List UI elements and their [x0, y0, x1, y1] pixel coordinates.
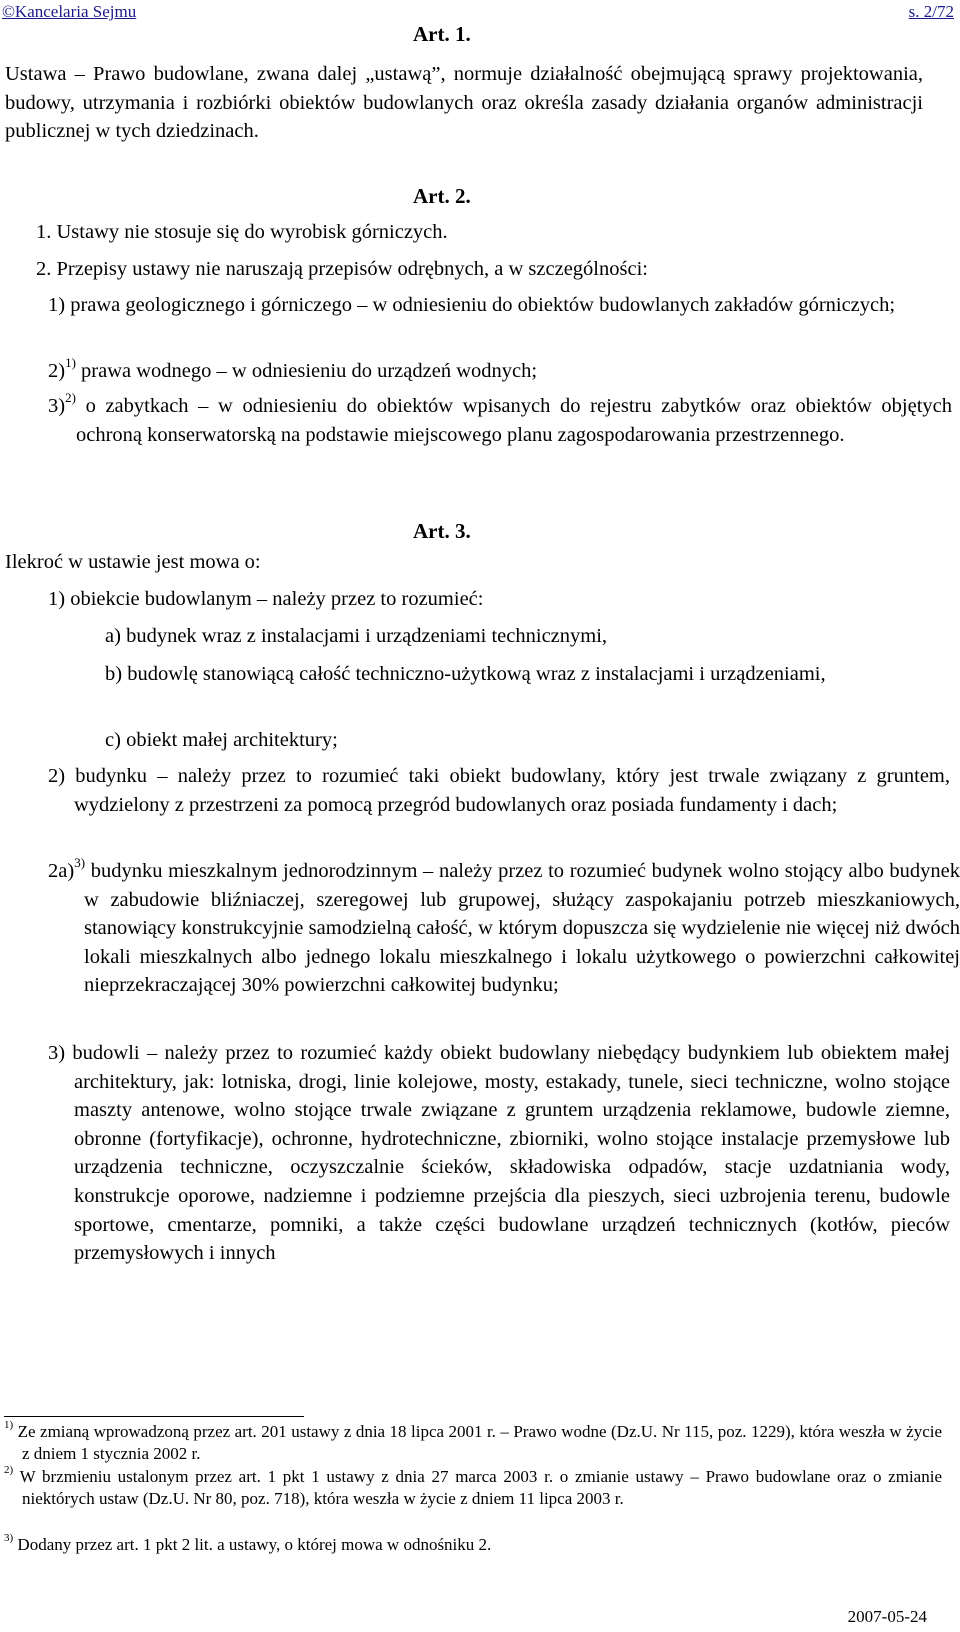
footnote-mark: 1) — [4, 1419, 14, 1432]
footnote-mark: 3) — [4, 1532, 14, 1545]
item-number: 3) — [48, 395, 66, 417]
art1-heading: Art. 1. — [413, 22, 471, 46]
art3-heading: Art. 3. — [413, 519, 471, 543]
item-text: prawa wodnego – w odniesieniu do urządzeń wodnych; — [81, 360, 538, 382]
art2-item-2 — [48, 357, 537, 386]
item-number: 2) — [48, 360, 66, 382]
item-text: budynku – należy przez to rozumieć taki obiekt budowlany, który jest trwale związany z gruntem, wydzielony z przestrzeni za pomocą przegród budowlanych oraz posiada fundamenty i dach; — [74, 765, 950, 816]
art2-paragraph-2: 2. Przepisy ustawy nie naruszają przepisów odrębnych, a w szczególności: — [36, 258, 648, 280]
item-number: 3) — [48, 1042, 66, 1064]
header-publisher[interactable]: ©Kancelaria Sejmu — [2, 2, 137, 21]
art2-item-3 — [48, 392, 952, 449]
art3-sub-b — [105, 660, 952, 689]
art3-item-1 — [48, 585, 483, 614]
item-number: 2) — [48, 765, 66, 787]
item-number: 2a) — [48, 860, 75, 882]
footnote-2 — [4, 1466, 942, 1509]
document-date: 2007-05-24 — [847, 1607, 927, 1626]
item-number: 1) — [48, 294, 66, 316]
art3-item-2a — [48, 857, 960, 1000]
item-text: obiekcie budowlanym – należy przez to rozumieć: — [70, 588, 484, 610]
footnote-mark: 2) — [4, 1464, 14, 1477]
art3-sub-c — [105, 726, 338, 755]
art2-heading: Art. 2. — [413, 184, 471, 208]
art2-paragraph-1: 1. Ustawy nie stosuje się do wyrobisk górniczych. — [36, 221, 448, 243]
item-text: budowli – należy przez to rozumieć każdy obiekt budowlany niebędący budynkiem lub obiektem małej architektury, jak: lotniska, drogi, linie kolejowe, mosty, estakady, tunele, sieci techniczne, wolno stojące maszty antenowe, wolno stojące trwale związane z gruntem urządzenia reklamowe, budowle ziemne, obronne (fortyfikacje), ochronne, hydrotechniczne, zbiorniki, wolno stojące instalacje przemysłowe lub urządzenia techniczne, oczyszczalnie ścieków, składowiska odpadów, stacje uzdatniania wody, konstrukcje oporowe, nadziemne i podziemne przejścia dla pieszych, sieci uzbrojenia terenu, budowle sportowe, cmentarze, pomniki, a także części budowlane urządzeń technicznych (kotłów, pieców przemysłowych i innych — [72, 1042, 951, 1265]
item-text: prawa geologicznego i górniczego – w odniesieniu do obiektów budowlanych zakładów górniczych; — [70, 294, 896, 316]
footnote-ref-3[interactable]: 3) — [74, 855, 86, 871]
art2-item-1 — [48, 291, 956, 320]
footnote-3 — [4, 1534, 942, 1556]
footnote-1 — [4, 1421, 942, 1464]
footnote-text: W brzmieniu ustalonym przez art. 1 pkt 1 ustawy z dnia 27 marca 2003 r. o zmianie ustawy – Prawo budowlane oraz o zmianie niektórych ustaw (Dz.U. Nr 80, poz. 718), która weszła w życie z dniem 11 lipca 2003 r. — [19, 1467, 942, 1508]
art3-item-2 — [48, 762, 950, 819]
sub-text: budynek wraz z instalacjami i urządzeniami technicznymi, — [126, 625, 608, 647]
item-number: 1) — [48, 588, 66, 610]
sub-number: c) — [105, 729, 121, 751]
art3-item-3 — [48, 1039, 950, 1268]
footnote-ref-1[interactable]: 1) — [65, 355, 76, 371]
item-text: budynku mieszkalnym jednorodzinnym – należy przez to rozumieć budynek wolno stojący albo budynek w zabudowie bliźniaczej, szeregowej lub grupowej, służący zaspokajaniu potrzeb mieszkaniowych, stanowiący konstrukcyjnie samodzielną całość, w którym dopuszcza się wydzielenie nie więcej niż dwóch lokali mieszkalnych albo jednego lokalu mieszkalnego i lokalu użytkowego o powierzchni całkowitej nieprzekraczającej 30% powierzchni całkowitej budynku; — [84, 860, 960, 997]
footnote-ref-2[interactable]: 2) — [65, 390, 76, 406]
art3-intro: Ilekroć w ustawie jest mowa o: — [5, 551, 261, 573]
sub-number: b) — [105, 663, 123, 685]
header-page-number[interactable]: s. 2/72 — [908, 2, 954, 21]
art1-text: Ustawa – Prawo budowlane, zwana dalej „ustawą”, normuje działalność obejmującą sprawy projektowania, budowy, utrzymania i rozbiórki obiektów budowlanych oraz określa zasady działania organów administracji publicznej w tych dziedzinach. — [5, 63, 923, 143]
footnote-separator — [4, 1416, 304, 1417]
sub-text: budowlę stanowiącą całość techniczno-użytkową wraz z instalacjami i urządzeniami, — [127, 663, 826, 685]
sub-text: obiekt małej architektury; — [126, 729, 338, 751]
sub-number: a) — [105, 625, 121, 647]
footnote-text: Ze zmianą wprowadzoną przez art. 201 ustawy z dnia 18 lipca 2001 r. – Prawo wodne (Dz.U. Nr 115, poz. 1229), która weszła w życie z dniem 1 stycznia 2002 r. — [17, 1422, 943, 1463]
item-text: o zabytkach – w odniesieniu do obiektów wpisanych do rejestru zabytków oraz obiektów objętych ochroną konserwatorską na podstawie miejscowego planu zagospodarowania przestrzennego. — [76, 395, 953, 446]
footnote-text: Dodany przez art. 1 pkt 2 lit. a ustawy, o której mowa w odnośniku 2. — [17, 1535, 492, 1554]
art3-sub-a — [105, 622, 607, 651]
